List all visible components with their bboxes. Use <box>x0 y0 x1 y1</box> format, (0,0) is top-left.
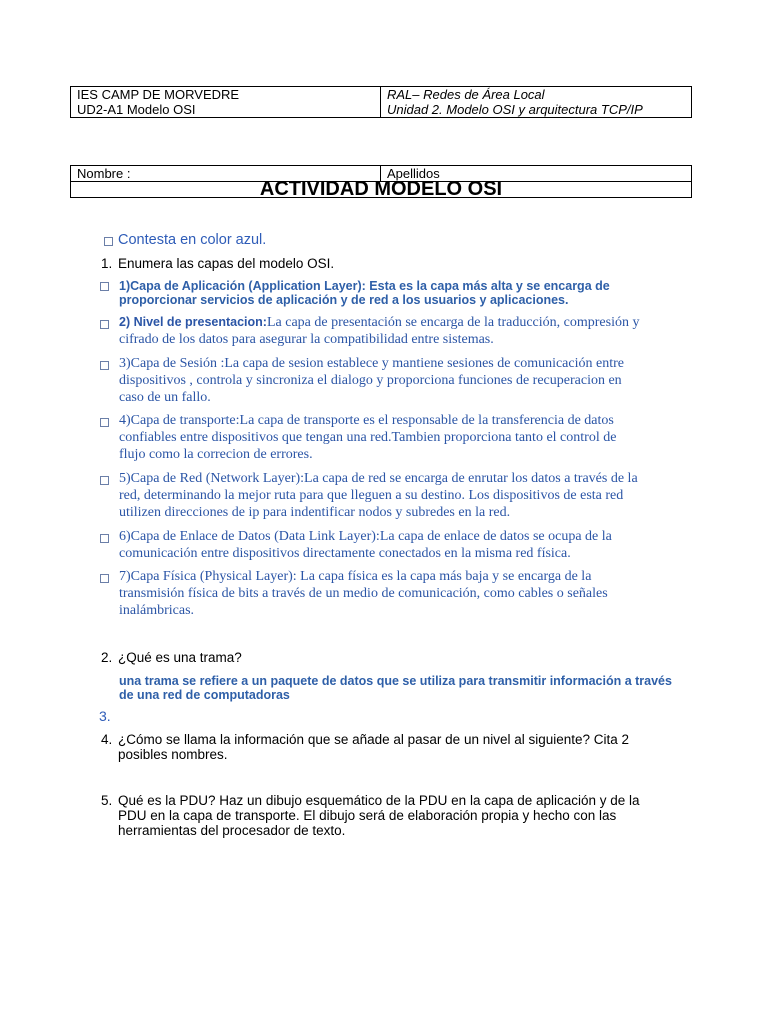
q4-text <box>118 732 708 762</box>
unit-code: UD2-A1 Modelo OSI <box>77 102 196 117</box>
q4-number: 4. <box>101 732 113 747</box>
layer-4-line: 4)Capa de transporte:La capa de transporte es el responsable de la transferencia de datos <box>119 413 614 428</box>
student-table <box>70 165 692 198</box>
instruction-text: Contesta en color azul. <box>118 232 267 248</box>
layer-1 <box>119 279 699 307</box>
layer-6 <box>119 528 709 562</box>
checkbox-icon <box>104 237 113 246</box>
checkbox-icon <box>100 282 109 291</box>
layer-2-line: La capa de presentación se encarga de la traducción, compresión y <box>266 315 640 330</box>
header-left-cell <box>71 87 381 118</box>
q4-line: posibles nombres. <box>118 747 228 762</box>
layer-5-line: utilizen direcciones de ip para indentificar nodos y subredes en la red. <box>119 505 511 520</box>
q2-number: 2. <box>101 650 113 665</box>
q3-number: 3. <box>99 708 111 724</box>
q1-text: Enumera las capas del modelo OSI. <box>118 256 335 271</box>
page-title: ACTIVIDAD MODELO OSI <box>71 182 692 198</box>
layer-7-line: transmisión física de bits a través de un medio de comunicación, como cables o señales <box>119 586 608 601</box>
layer-3-line: caso de un fallo. <box>119 390 211 405</box>
layer-6-line: 6)Capa de Enlace de Datos (Data Link Layer):La capa de enlace de datos se ocupa de la <box>119 529 612 544</box>
school-name: IES CAMP DE MORVEDRE <box>77 87 240 102</box>
layer-5-line: 5)Capa de Red (Network Layer):La capa de red se encarga de enrutar los datos a través de la <box>119 471 638 486</box>
checkbox-icon <box>100 476 109 485</box>
layer-7-line: inalámbricas. <box>119 603 195 618</box>
layer-4 <box>119 412 709 463</box>
q5-line: herramientas del procesador de texto. <box>118 823 346 838</box>
surname-field[interactable]: Apellidos <box>381 166 692 182</box>
checkbox-icon <box>100 361 109 370</box>
checkbox-icon <box>100 534 109 543</box>
subject-name: RAL– Redes de Área Local <box>387 87 545 102</box>
name-field[interactable]: Nombre : <box>71 166 381 182</box>
layer-2-line: cifrado de los datos para asegurar la compatibilidad entre sistemas. <box>119 332 494 347</box>
q5-text <box>118 793 708 838</box>
layer-5 <box>119 470 719 521</box>
q2-text: ¿Qué es una trama? <box>118 650 242 665</box>
layer-3-line: 3)Capa de Sesión :La capa de sesion establece y mantiene sesiones de comunicación entre <box>119 356 624 371</box>
q2-answer <box>119 674 709 702</box>
layer-4-line: confiables entre dispositivos que tengan una red.Tambien proporciona tanto el control de <box>119 430 617 445</box>
checkbox-icon <box>100 574 109 583</box>
layer-5-line: red, determinando la mejor ruta para que lleguen a su destino. Los dispositivos de esta red <box>119 488 624 503</box>
unit-title: Unidad 2. Modelo OSI y arquitectura TCP/IP <box>387 102 643 117</box>
layer-2 <box>119 314 699 348</box>
q5-line: Qué es la PDU? Haz un dibujo esquemático de la PDU en la capa de aplicación y de la <box>118 793 640 808</box>
layer-7-line: 7)Capa Física (Physical Layer): La capa física es la capa más baja y se encarga de la <box>119 569 592 584</box>
header-table <box>70 86 692 118</box>
q5-line: PDU en la capa de transporte. El dibujo será de elaboración propia y hecho con las <box>118 808 617 823</box>
layer-4-line: flujo como la correcion de errores. <box>119 447 313 462</box>
layer-1-line: proporcionar servicios de aplicación y de red a los usuarios y aplicaciones. <box>119 293 569 307</box>
checkbox-icon <box>100 320 109 329</box>
layer-2-head: 2) Nivel de presentacion: <box>119 315 267 329</box>
q5-number: 5. <box>101 793 113 808</box>
layer-6-line: comunicación entre dispositivos directamente conectados en la misma red física. <box>119 546 571 561</box>
layer-1-line: Esta es la capa más alta y se encarga de <box>369 279 610 293</box>
q4-line: ¿Cómo se llama la información que se añade al pasar de un nivel al siguiente? Cita 2 <box>118 732 630 747</box>
q2-answer-line: una trama se refiere a un paquete de datos que se utiliza para transmitir información a través <box>119 674 672 688</box>
layer-3 <box>119 355 709 406</box>
header-right-cell <box>381 87 692 118</box>
checkbox-icon <box>100 418 109 427</box>
q2-answer-line: de una red de computadoras <box>119 688 290 702</box>
q1-number: 1. <box>101 256 113 271</box>
layer-1-head: 1)Capa de Aplicación (Application Layer): <box>119 279 370 293</box>
layer-3-line: dispositivos , controla y sincroniza el dialogo y proporciona funciones de recuperacion en <box>119 373 622 388</box>
layer-7 <box>119 568 709 619</box>
